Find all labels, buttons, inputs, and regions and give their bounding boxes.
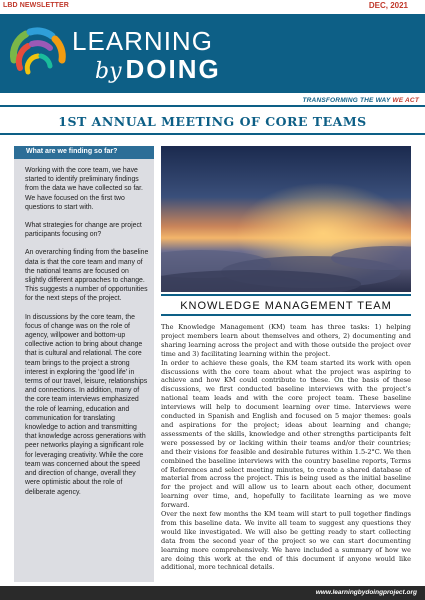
masthead-banner	[0, 14, 425, 93]
km-section-heading	[161, 294, 411, 316]
brand-doing: DOING	[125, 54, 221, 84]
sunset-clouds-photo	[161, 146, 411, 292]
issue-date: DEC, 2021	[368, 1, 408, 10]
sidebar-heading-bar	[14, 146, 154, 159]
tagline	[302, 97, 419, 104]
tagline-prefix: TRANSFORMING THE WAY	[302, 97, 393, 104]
page-title: 1ST ANNUAL MEETING OF CORE TEAMS	[58, 114, 367, 129]
km-paragraph: Over the next few months the KM team will start to pull together findings from this baseline data. We invite all team to suggest any questions they would like investigated. We will also be getting ready to start collecting data from the second year of the project so we can start documenting learning more comprehensively. We have included a summary of how we are doing this work at the end of this document if anyone would like additional, more technical details.	[161, 510, 411, 572]
title-rule-top	[0, 105, 425, 107]
km-article-body	[161, 323, 411, 583]
km-paragraph: In order to achieve these goals, the KM team started its work with open discussions with the core team about what the project was aspiring to achieve and how KM could contribute to these. On the basis of these discussions, we first conducted baseline interviews with the project’s national team leads and with the core project team. These baseline interviews will help to document learning over time. Interviews were conducted in Spanish and English and focused on 5 major themes: goals and aspirations for the project; ideas about learning and change; assessments of the skills, knowledge and other strengths participants felt were possessed by or lacking within their teams and/or their countries; and their visions for feasible and desirable futures within 1.5-2°C. We then combined the baseline interviews with the country baseline reports, Terms of References and select meeting minutes, to create a shared database of material from across the project. This is being used as the initial baseline for the project and will allow us to learn about each other, document learning over time, and, hopefully to facilitate learning as we move forward.	[161, 358, 411, 510]
km-heading-text: KNOWLEDGE MANAGEMENT TEAM	[180, 300, 392, 312]
footer-url[interactable]: www.learningbydoingproject.org	[315, 589, 417, 596]
brand-line-learning: LEARNING	[72, 26, 213, 56]
tagline-highlight: WE ACT	[392, 97, 419, 104]
sidebar-paragraph: An overarching finding from the baseline data is that the core team and many of the national teams are focused on slightly different approaches to change. This suggests a number of opportunities for the next steps of the project.	[25, 249, 149, 303]
footer-bar	[0, 586, 425, 600]
sidebar-paragraph: What strategies for change are project participants focusing on?	[25, 222, 142, 239]
title-rule-bottom	[0, 133, 425, 135]
sidebar-paragraph: In discussions by the core team, the focus of change was on the role of agency, willpower and bottom-up collective action to bring about change that is cultural and relational. The core team brings to the project a strong interest in exploring the ‘good life’ in terms of our travel, leisure, relationships and connections. In addition, many of the core team interviews emphasized the role of learning, education and communication for translating knowledge to action and transmitting that knowledge across generations with peer networks playing a significant role for leveraging creativity. While the core team was concerned about the speed and direction of change, overall they were optimistic about the role of deliberate agency.	[25, 313, 148, 496]
sidebar-heading: What are we finding so far?	[26, 148, 118, 155]
sidebar-paragraph: Working with the core team, we have started to identify preliminary findings from the data we have collected so far. We have focused on the first two questions to start with.	[25, 167, 143, 211]
sidebar-panel	[14, 146, 154, 582]
brand-line-by-doing	[95, 54, 221, 85]
sidebar-body	[25, 166, 149, 506]
colored-arc-logo	[8, 22, 68, 82]
newsletter-label: LBD NEWSLETTER	[3, 2, 69, 9]
top-bar	[0, 0, 425, 13]
brand-by: by	[95, 59, 122, 84]
km-paragraph: The Knowledge Management (KM) team has three tasks: 1) helping project members learn about themselves and others, 2) documenting and sharing learning across the project and with those outside the project over time and 3) facilitating learning within the project.	[161, 323, 411, 358]
